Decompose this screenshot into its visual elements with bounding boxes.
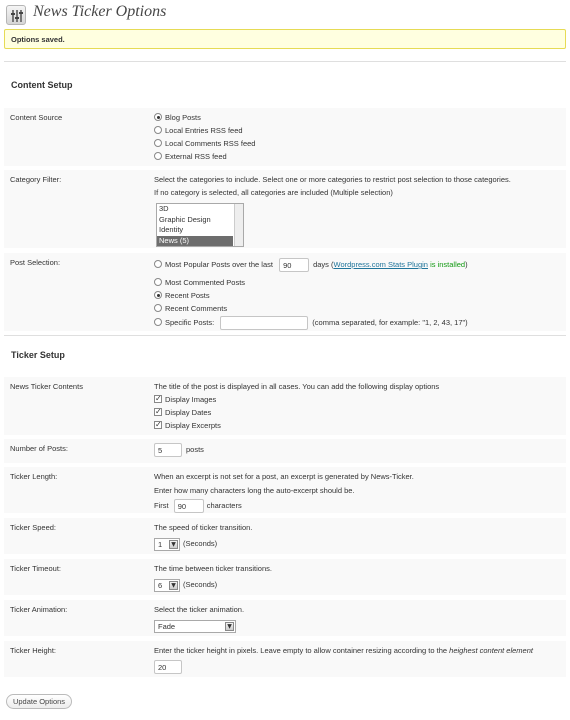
- content-source-option-local-entries[interactable]: Local Entries RSS feed: [154, 125, 243, 137]
- content-source-option-local-comments[interactable]: Local Comments RSS feed: [154, 138, 255, 150]
- ticker-contents-label: News Ticker Contents: [10, 382, 83, 391]
- category-option[interactable]: Graphic Design: [159, 214, 211, 224]
- ticker-timeout-select[interactable]: 6 ▼: [154, 579, 180, 592]
- content-source-label: Content Source: [10, 113, 63, 122]
- ticker-length-row: [4, 467, 566, 513]
- category-filter-label: Category Filter:: [10, 175, 62, 184]
- ticker-speed-row: [4, 518, 566, 554]
- checkbox-checked-icon[interactable]: [154, 421, 162, 429]
- radio-icon[interactable]: [154, 260, 162, 268]
- ticker-animation-label: Ticker Animation:: [10, 605, 68, 614]
- ticker-speed-help: The speed of ticker transition.: [154, 523, 253, 532]
- num-posts-label: Number of Posts:: [10, 444, 68, 453]
- page-header: [4, 2, 564, 26]
- num-posts-input[interactable]: 5: [154, 443, 182, 457]
- post-selection-most-commented[interactable]: Most Commented Posts: [154, 277, 245, 289]
- category-filter-field: [154, 174, 560, 246]
- radio-icon[interactable]: [154, 304, 162, 312]
- display-dates-checkbox[interactable]: ✓Display Dates: [154, 407, 211, 419]
- category-option-selected[interactable]: News (5): [157, 236, 233, 247]
- listbox-scrollbar[interactable]: [234, 204, 243, 246]
- category-option[interactable]: Identity: [159, 225, 184, 234]
- ticker-height-row: [4, 641, 566, 677]
- content-setup-heading: Content Setup: [11, 80, 73, 90]
- category-filter-help: Select the categories to include. Select one or more categories to restrict post selection to those categories.: [154, 175, 511, 184]
- divider: [4, 61, 566, 62]
- ticker-height-help: Enter the ticker height in pixels. Leave empty to allow container resizing according to the heighest content element: [154, 646, 533, 655]
- post-selection-label: Post Selection:: [10, 258, 61, 267]
- ticker-length-help: When an excerpt is not set for a post, an excerpt is generated by News-Ticker.: [154, 472, 414, 481]
- num-posts-unit: posts: [186, 445, 204, 454]
- ticker-speed-unit: (Seconds): [183, 539, 218, 548]
- category-listbox[interactable]: [156, 203, 244, 247]
- chevron-down-icon[interactable]: ▼: [225, 622, 234, 631]
- update-options-button[interactable]: Update Options: [6, 694, 72, 709]
- ticker-length-label: Ticker Length:: [10, 472, 58, 481]
- radio-icon[interactable]: [154, 126, 162, 134]
- display-images-checkbox[interactable]: ✓Display Images: [154, 394, 216, 406]
- ticker-timeout-row: [4, 559, 566, 595]
- ticker-length-input[interactable]: 90: [174, 499, 204, 513]
- ticker-timeout-label: Ticker Timeout:: [10, 564, 61, 573]
- ticker-animation-help: Select the ticker animation.: [154, 605, 245, 614]
- ticker-timeout-help: The time between ticker transitions.: [154, 564, 272, 573]
- checkbox-checked-icon[interactable]: [154, 408, 162, 416]
- ticker-speed-select[interactable]: 1 ▼: [154, 538, 180, 551]
- installed-status: is installed: [427, 260, 466, 269]
- radio-checked-icon[interactable]: [154, 113, 162, 121]
- radio-checked-icon[interactable]: [154, 291, 162, 299]
- ticker-animation-row: [4, 600, 566, 636]
- ticker-length-unit: characters: [206, 501, 242, 510]
- ticker-length-prefix: First: [154, 501, 169, 510]
- category-filter-help-2: If no category is selected, all categories are included (Multiple selection): [154, 188, 393, 197]
- divider: [4, 335, 566, 336]
- post-selection-most-popular[interactable]: Most Popular Posts over the last 90 days (Wordpress.com Stats Plugin is installed): [154, 257, 468, 273]
- display-excerpts-checkbox[interactable]: ✓Display Excerpts: [154, 420, 221, 432]
- options-saved-notice: Options saved.: [4, 29, 566, 49]
- post-selection-row: [4, 253, 566, 331]
- post-selection-specific-posts[interactable]: Specific Posts: (comma separated, for example: "1, 2, 43, 17"): [154, 315, 468, 331]
- ticker-animation-select[interactable]: Fade ▼: [154, 620, 236, 633]
- num-posts-row: [4, 439, 566, 463]
- content-source-row: [4, 108, 566, 166]
- post-selection-recent-posts[interactable]: Recent Posts: [154, 290, 210, 302]
- category-option[interactable]: 3D: [159, 204, 169, 213]
- ticker-height-label: Ticker Height:: [10, 646, 56, 655]
- content-source-option-blog-posts[interactable]: Blog Posts: [154, 112, 201, 124]
- chevron-down-icon[interactable]: ▼: [169, 540, 178, 549]
- chevron-down-icon[interactable]: ▼: [169, 581, 178, 590]
- ticker-height-input[interactable]: 20: [154, 660, 182, 674]
- ticker-contents-help: The title of the post is displayed in all cases. You can add the following display options: [154, 382, 440, 391]
- ticker-setup-heading: Ticker Setup: [11, 350, 65, 360]
- radio-icon[interactable]: [154, 278, 162, 286]
- stats-plugin-link[interactable]: Wordpress.com Stats Plugin: [333, 260, 428, 269]
- ticker-contents-row: [4, 377, 566, 435]
- specific-posts-input[interactable]: [220, 316, 308, 330]
- post-selection-recent-comments[interactable]: Recent Comments: [154, 303, 227, 315]
- radio-icon[interactable]: [154, 152, 162, 160]
- content-source-option-external-rss[interactable]: External RSS feed: [154, 151, 227, 163]
- radio-icon[interactable]: [154, 318, 162, 326]
- ticker-timeout-unit: (Seconds): [183, 580, 218, 589]
- category-filter-row: [4, 170, 566, 248]
- radio-icon[interactable]: [154, 139, 162, 147]
- days-input[interactable]: 90: [279, 258, 309, 272]
- ticker-speed-label: Ticker Speed:: [10, 523, 56, 532]
- ticker-length-help-2: Enter how many characters long the auto-excerpt should be.: [154, 486, 355, 495]
- page-title: News Ticker Options: [33, 3, 167, 20]
- settings-page-icon: [6, 5, 26, 25]
- checkbox-checked-icon[interactable]: [154, 395, 162, 403]
